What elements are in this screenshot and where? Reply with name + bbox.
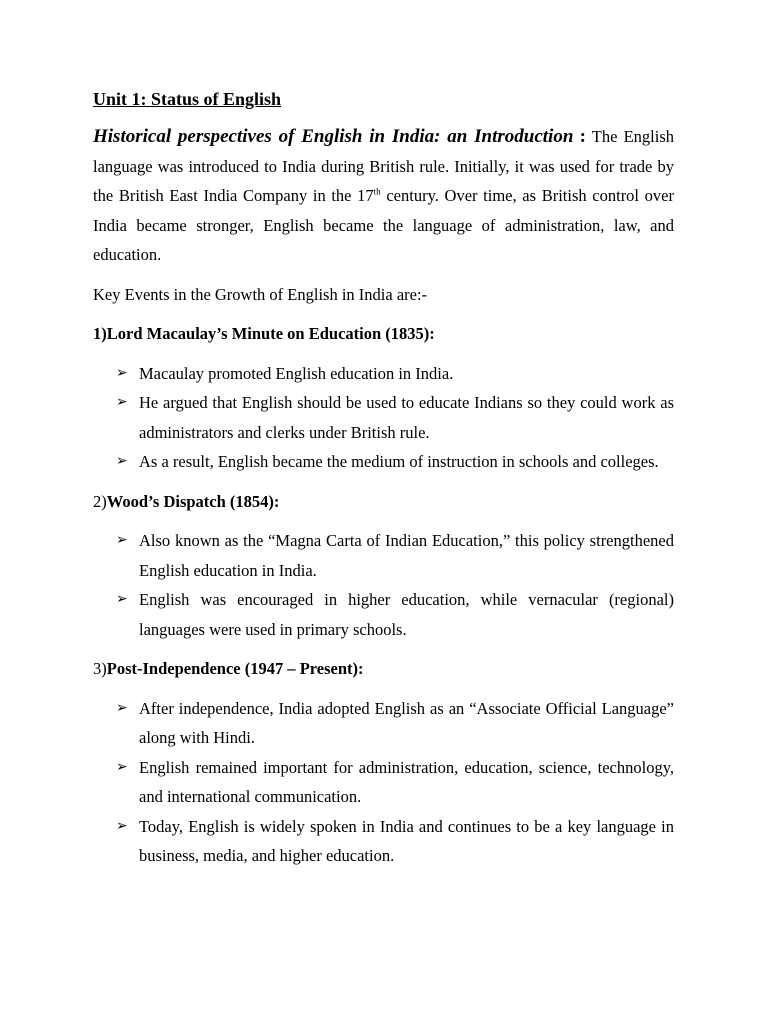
- document-content: [93, 86, 674, 871]
- bullet-list-1: [93, 359, 674, 477]
- bullet-text: Today, English is widely spoken in India and continues to be a key language in business, media, and higher education.: [139, 816, 674, 865]
- section-number: 1): [93, 324, 107, 343]
- section-heading-1: [93, 319, 674, 349]
- bullet-text: English was encouraged in higher education, while vernacular (regional) languages were used in primary schools.: [139, 590, 674, 639]
- list-item: [93, 812, 674, 871]
- unit-title: Unit 1: Status of English: [93, 89, 282, 109]
- list-item: [93, 388, 674, 447]
- list-item: [93, 447, 674, 477]
- section-number: 2): [93, 491, 107, 511]
- bullet-list-3: [93, 694, 674, 871]
- arrow-bullet-icon: ➢: [116, 364, 128, 381]
- intro-paragraph: [93, 122, 674, 270]
- arrow-bullet-icon: ➢: [116, 817, 128, 834]
- intro-superscript: th: [373, 186, 381, 197]
- list-item: [93, 526, 674, 585]
- intro-heading: Historical perspectives of English in India: an Introduction: [93, 126, 574, 147]
- arrow-bullet-icon: ➢: [116, 758, 128, 775]
- intro-text-1: The English language was introduced to India during British rule. Initially, it was used for trade by the British East India Company in the 17: [93, 127, 675, 205]
- list-item: [93, 359, 674, 389]
- bullet-text: After independence, India adopted English as an “Associate Official Language” along with Hindi.: [139, 698, 674, 747]
- section-heading-2: [93, 487, 674, 517]
- bullet-list-2: [93, 526, 674, 644]
- arrow-bullet-icon: ➢: [116, 532, 128, 548]
- list-item: [93, 753, 674, 812]
- section-title: Post-Independence (1947 – Present):: [106, 659, 364, 678]
- bullet-text: English remained important for administration, education, science, technology, and international communication.: [139, 757, 674, 806]
- list-item: [93, 585, 674, 644]
- bullet-text: As a result, English became the medium of instruction in schools and colleges.: [139, 452, 659, 471]
- bullet-text: Also known as the “Magna Carta of Indian Education,” this policy strengthened English education in India.: [139, 531, 674, 580]
- intro-colon: :: [579, 126, 586, 147]
- arrow-bullet-icon: ➢: [116, 453, 128, 469]
- arrow-bullet-icon: ➢: [116, 394, 128, 410]
- list-item: [93, 694, 674, 753]
- intro-text-2: century. Over time, as British control over India became stronger, English became the language of administration, law, and education.: [93, 186, 675, 264]
- section-title: Lord Macaulay’s Minute on Education (1835):: [106, 324, 435, 343]
- section-number: 3): [93, 659, 107, 678]
- arrow-bullet-icon: ➢: [116, 591, 128, 607]
- section-heading-3: [93, 654, 674, 684]
- bullet-text: He argued that English should be used to educate Indians so they could work as administrators and clerks under British rule.: [139, 393, 674, 442]
- bullet-text: Macaulay promoted English education in India.: [139, 363, 454, 383]
- key-events-label: Key Events in the Growth of English in India are:-: [93, 284, 428, 304]
- section-title: Wood’s Dispatch (1854):: [106, 491, 280, 511]
- arrow-bullet-icon: ➢: [116, 699, 128, 716]
